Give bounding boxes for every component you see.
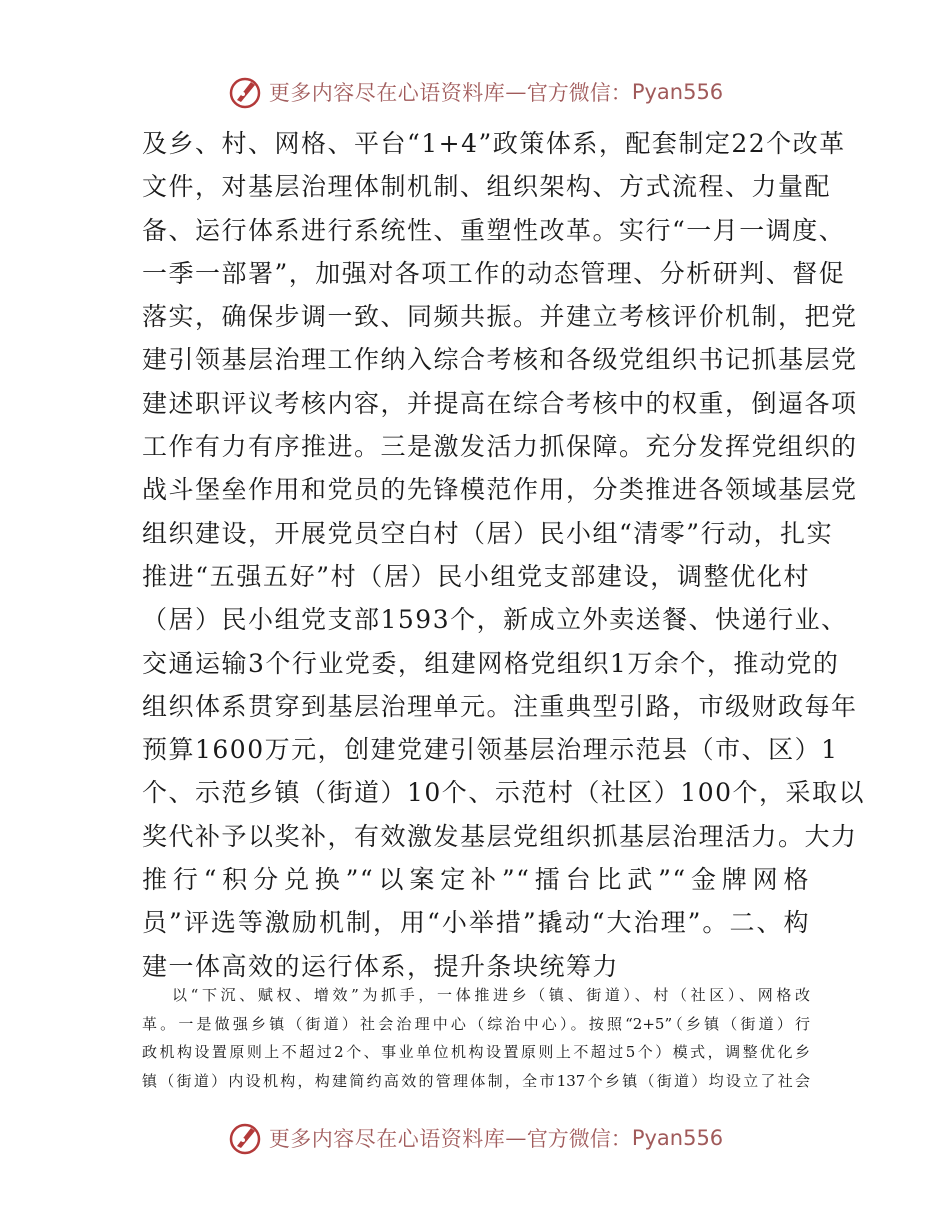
pen-circle-logo-icon	[227, 1120, 263, 1156]
small-line: 政机构设置原则上不超过2个、事业单位机构设置原则上不超过5个）模式，调整优化乡	[142, 1043, 810, 1061]
small-line: 以“下沉、赋权、增效”为抓手，一体推进乡（镇、街道）、村（社区）、网格改	[172, 986, 810, 1004]
main-body-text	[142, 122, 866, 988]
body-line: 建一体高效的运行体系，提升条块统筹力	[142, 951, 620, 981]
body-line: 组织体系贯穿到基层治理单元。注重典型引路，市级财政每年	[142, 691, 858, 721]
watermark-wechat-label: 官方微信：	[526, 81, 632, 105]
watermark-wechat-id: Pyan556	[631, 80, 724, 104]
body-line: 及乡、村、网格、平台“1+4”政策体系，配套制定22个改革	[142, 129, 846, 158]
body-line: 文件，对基层治理体制机制、组织架构、方式流程、力量配	[142, 172, 832, 202]
header-watermark	[0, 72, 950, 112]
body-line: 推进“五强五好”村（居）民小组党支部建设，调整优化村	[142, 561, 810, 591]
body-line: 一季一部署”，加强对各项工作的动态管理、分析研判、督促	[142, 258, 846, 288]
body-line: 奖代补予以奖补，有效激发基层党组织抓基层治理活力。大力	[142, 821, 858, 851]
body-line: 个、示范乡镇（街道）10个、示范村（社区）100个，采取以	[142, 778, 866, 808]
body-line: 落实，确保步调一致、同频共振。并建立考核评价机制，把党	[142, 302, 858, 332]
body-line: 建述职评议考核内容，并提高在综合考核中的权重，倒逼各项	[142, 388, 858, 418]
body-line: 预算1600万元，创建党建引领基层治理示范县（市、区）1	[142, 735, 839, 765]
watermark-dash: —	[505, 1126, 527, 1150]
pen-circle-logo-icon	[227, 74, 263, 110]
body-line: 组织建设，开展党员空白村（居）民小组“清零”行动，扎实	[142, 518, 834, 548]
footer-watermark	[0, 1118, 950, 1158]
watermark-wechat-label: 官方微信：	[526, 1127, 632, 1151]
watermark-site-text: 更多内容尽在心语资料库	[268, 1127, 506, 1151]
body-line: 建引领基层治理工作纳入综合考核和各级党组织书记抓基层党	[142, 345, 858, 375]
body-line: 推行“积分兑换”“以案定补”“擂台比武”“金牌网格	[142, 865, 810, 895]
watermark-site-text: 更多内容尽在心语资料库	[268, 81, 506, 105]
body-line: （居）民小组党支部1593个，新成立外卖送餐、快递行业、	[142, 605, 848, 635]
small-line: 镇（街道）内设机构，构建简约高效的管理体制，全市137个乡镇（街道）均设立了社会	[142, 1071, 810, 1090]
body-line: 交通运输3个行业党委，组建网格党组织1万余个，推动党的	[142, 648, 840, 678]
small-line: 革。一是做强乡镇（街道）社会治理中心（综治中心）。按照“2+5”（乡镇（街道）行	[142, 1014, 810, 1033]
watermark-wechat-id: Pyan556	[631, 1126, 724, 1150]
body-line: 备、运行体系进行系统性、重塑性改革。实行“一月一调度、	[142, 215, 846, 245]
watermark-dash: —	[505, 80, 527, 104]
body-line: 战斗堡垒作用和党员的先锋模范作用，分类推进各领域基层党	[142, 475, 858, 505]
body-line: 工作有力有序推进。三是激发活力抓保障。充分发挥党组织的	[142, 432, 858, 462]
small-paragraph	[142, 981, 810, 1095]
body-line: 员”评选等激励机制，用“小举措”撬动“大治理”。二、构	[142, 908, 810, 938]
